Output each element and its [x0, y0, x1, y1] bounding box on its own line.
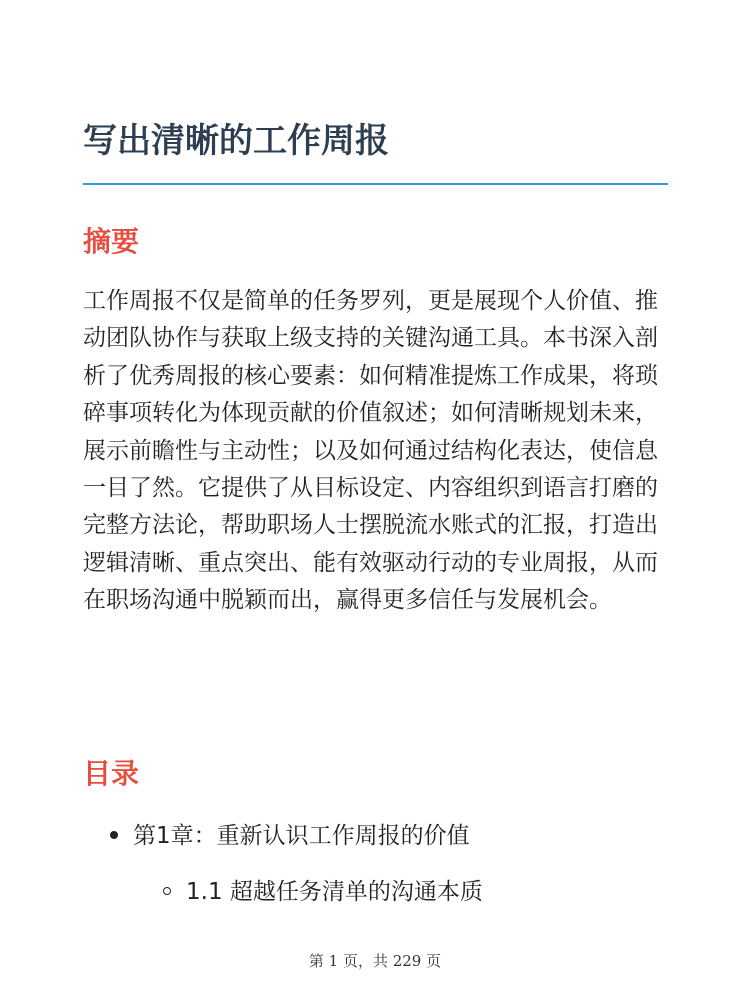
toc-item-chapter-1[interactable]: [110, 820, 470, 852]
title-divider: [83, 183, 668, 185]
summary-heading: 摘要: [83, 225, 140, 258]
toc-item-section-1-1[interactable]: [163, 876, 483, 908]
bullet-disc-icon: [110, 831, 118, 839]
document-title: 写出清晰的工作周报: [83, 121, 389, 161]
summary-paragraph: 工作周报不仅是简单的任务罗列，更是展现个人价值、推动团队协作与获取上级支持的关键沟通工具。本书深入剖析了优秀周报的核心要素：如何精准提炼工作成果，将琐碎事项转化为体现贡献的价值叙述；如何清晰规划未来，展示前瞻性与主动性；以及如何通过结构化表达，使信息一目了然。它提供了从目标设定、内容组织到语言打磨的完整方法论，帮助职场人士摆脱流水账式的汇报，打造出逻辑清晰、重点突出、能有效驱动行动的专业周报，从而在职场沟通中脱颖而出，赢得更多信任与发展机会。: [83, 288, 658, 614]
toc-heading: 目录: [83, 757, 140, 790]
page-number-footer: 第 1 页，共 229 页: [308, 952, 442, 970]
toc-item-label: 第1章：重新认识工作周报的价值: [133, 823, 470, 849]
toc-item-label: 1.1 超越任务清单的沟通本质: [186, 879, 483, 905]
bullet-circle-icon: [163, 887, 171, 895]
